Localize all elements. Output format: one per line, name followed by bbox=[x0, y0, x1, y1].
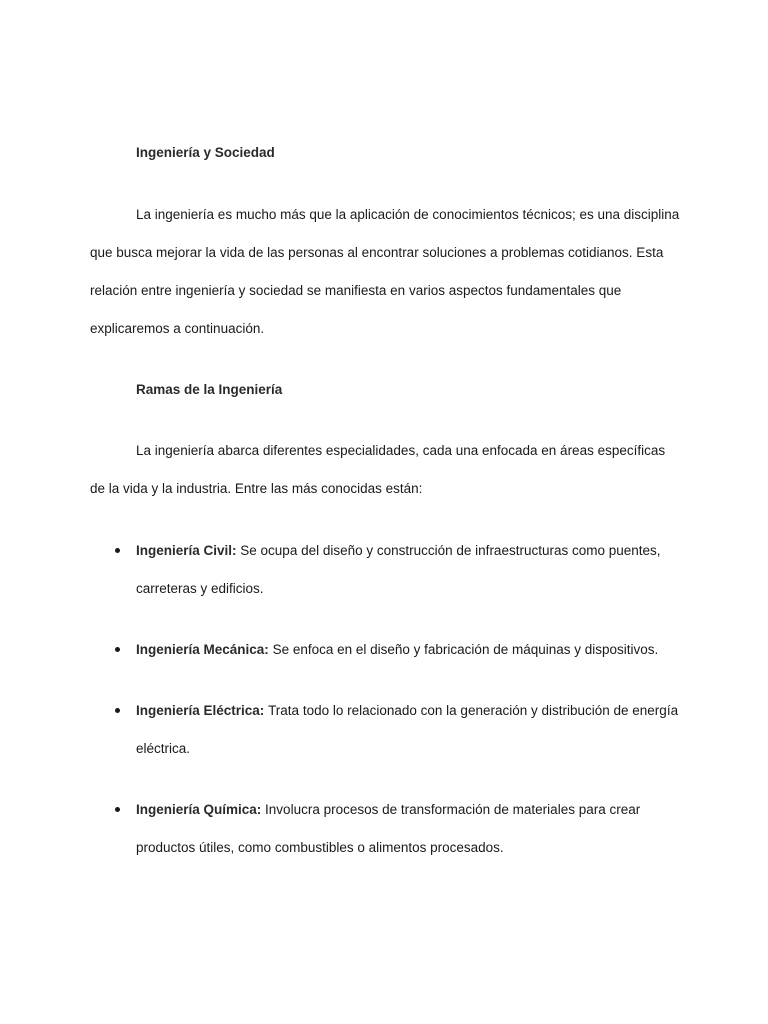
list-item bbox=[136, 692, 681, 768]
section-heading-ingenieria-sociedad: Ingeniería y Sociedad bbox=[136, 145, 275, 160]
list-item-term: Ingeniería Civil: bbox=[136, 543, 241, 558]
bullet-icon bbox=[115, 807, 120, 812]
list-item-text: Se enfoca en el diseño y fabricación de máquinas y dispositivos. bbox=[272, 642, 659, 657]
bullet-icon bbox=[115, 647, 120, 652]
paragraph-ramas: La ingeniería abarca diferentes especialidades, cada una enfocada en áreas específicas de la vida y la industria. Entre las más conocidas están: bbox=[90, 443, 666, 496]
bullet-icon bbox=[115, 548, 120, 553]
list-item-term: Ingeniería Eléctrica: bbox=[136, 703, 269, 718]
list-item bbox=[136, 532, 681, 608]
list-item-term: Ingeniería Mecánica: bbox=[136, 642, 273, 657]
paragraph-intro: La ingeniería es mucho más que la aplicación de conocimientos técnicos; es una disciplina que busca mejorar la vida de las personas al encontrar soluciones a problemas cotidianos. Esta relación entre ingeniería y sociedad se manifiesta en varios aspectos fundamentales que explicaremos a continuación. bbox=[90, 207, 680, 336]
list-item-term: Ingeniería Química: bbox=[136, 802, 266, 817]
list-item-text: Se ocupa del diseño y construcción de infraestructuras como puentes, carreteras y edificios. bbox=[136, 543, 661, 596]
list-item-text: Involucra procesos de transformación de materiales para crear productos útiles, como combustibles o alimentos procesados. bbox=[136, 802, 641, 855]
bullet-icon bbox=[115, 708, 120, 713]
section-heading-ramas: Ramas de la Ingeniería bbox=[136, 382, 283, 397]
list-item bbox=[136, 631, 681, 669]
list-item bbox=[136, 791, 681, 867]
list-item-text: Trata todo lo relacionado con la generación y distribución de energía eléctrica. bbox=[136, 703, 679, 756]
